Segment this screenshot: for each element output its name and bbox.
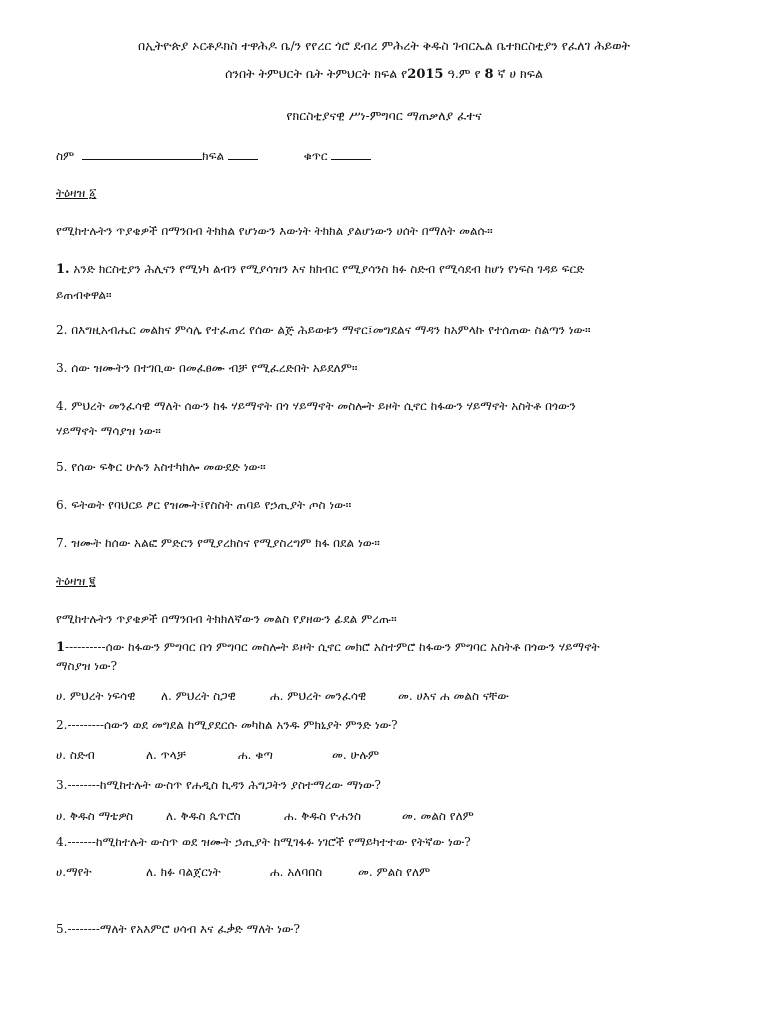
s1-question-6: 6. ፍትወት የባህርይ ፆር የዝሙት፤የስስት ጠባይ የኃጢያት ጦስ ነው። — [56, 498, 352, 512]
s2-q3-option-c[interactable]: ሐ. ቅዱስ ዮሐንስ — [284, 809, 362, 823]
header-line2-mid: ዓ.ም የ — [443, 66, 485, 81]
class-label: ክፍል — [202, 149, 225, 163]
s2-q2-option-c[interactable]: ሐ. ቁጣ — [238, 748, 273, 762]
grade-number: 8 — [484, 67, 494, 82]
s2-q3-option-a[interactable]: ሀ. ቅዱስ ማቴዎስ — [56, 809, 133, 823]
s2-q4-option-d[interactable]: መ. ምልስ የለም — [358, 865, 431, 879]
section1-instruction: የሚከተሉትን ጥያቄዎች በማንበብ ትክክል የሆነውን እውነት ትክክል ያልሆነውን ሀሰት በማለት መልሱ። — [56, 224, 493, 238]
s1-q1-text: አንድ ክርስቲያን ሕሊናን የሚነካ ልብን የሚያሳዝን እና ክክብር የሚያሳንስ ክፉ ስድብ የሚሳደብ ከሆነ የነፍስ ገዳይ ፍርድ — [69, 262, 585, 276]
school-header-line1: በኢትዮጵያ ኦርቶዶክስ ተዋሕዶ ቤ/ን የየረር ጎሮ ደብረ ምሕረት ቅዱስ ገብርኤል ቤተክርስቲያን የፈለገ ሕይወት — [138, 38, 630, 53]
s2-question-1-cont: ማስያዝ ነው? — [56, 659, 117, 673]
s1-question-4-cont: ሃይማኖት ማሳያዝ ነው። — [56, 424, 161, 438]
name-label: ስም — [56, 149, 75, 163]
header-line2-post: ኛ ሀ ክፍል — [493, 66, 543, 81]
name-field[interactable] — [82, 148, 202, 160]
s1-question-2: 2. በእግዚአብሔር መልክና ምሳሌ የተፈጠረ የሰው ልጅ ሕይወቱን ማኖር፤መግደልና ማዳን ከአምላኩ የተሰጠው ስልጣን ነው። — [56, 323, 591, 337]
s2-question-4: 4.-------ከሚከተሉት ውስጥ ወደ ዝሙት ኃጢያት ከሚገፋፉ ነገሮች የማይካተተው የትኛው ነው? — [56, 835, 471, 849]
s2-question-5: 5.--------ማለት የአእምሮ ሀሳብ እና ፈቃድ ማለት ነው? — [56, 922, 300, 936]
section2-title: ትዕዛዝ ፪ — [56, 574, 96, 588]
school-header-line2 — [0, 66, 768, 82]
s2-q1-option-c[interactable]: ሐ. ምህረት መንፈሳዊ — [270, 689, 367, 703]
s2-q1-option-b[interactable]: ለ. ምህረት ስጋዊ — [161, 689, 236, 703]
s2-question-1 — [56, 640, 600, 655]
s2-q2-option-a[interactable]: ሀ. ስድብ — [56, 748, 95, 762]
s2-q3-option-d[interactable]: መ. መልስ የለም — [402, 809, 474, 823]
s2-q4-option-c[interactable]: ሐ. አለባበስ — [270, 865, 323, 879]
header-line2-pre: ሰንበት ትምህርት ቤት ትምህርት ክፍል የ — [225, 66, 408, 81]
s1-question-5: 5. የሰው ፍቅር ሁሉን አስተካክሎ መውደድ ነው። — [56, 460, 266, 474]
s1-question-4: 4. ምህረት መንፈሳዊ ማለት ሰውን ከፋ ሃይማኖት በጎ ሃይማኖት መስሎት ይዞት ሲኖር ከፋውን ሃይማኖት አስትቶ በጎውን — [56, 399, 576, 413]
section2-instruction: የሚከተሉትን ጥያቄዎች በማንበብ ትክክለኛውን መልስ የያዘውን ፊደል ምረጡ። — [56, 612, 397, 626]
section1-title: ትዕዛዝ ፩ — [56, 186, 97, 200]
exam-year: 2015 — [407, 67, 444, 82]
s1-question-1 — [56, 262, 584, 277]
s1-q1-number: 1. — [56, 262, 70, 277]
s1-question-3: 3. ሰው ዝሙትን በተገቢው በመፈፀሙ ብቻ የሚፈረድበት አይደለም። — [56, 361, 358, 375]
s2-q2-option-d[interactable]: መ. ሁሉም — [332, 748, 380, 762]
s2-q2-option-b[interactable]: ለ. ጥላቻ — [146, 748, 186, 762]
s2-q1-text: ----------ሰው ከፋውን ምግባር በጎ ምግባር መስሎት ይዞት ሲኖር መክሮ አስተምሮ ከፋውን ምግባር አስትቶ በጎውን ሃይማኖት — [65, 640, 600, 654]
s1-question-7: 7. ዝሙት ከሰው አልፎ ምድርን የሚያረክስና የሚያስረግም ክፋ በደል ነው። — [56, 536, 380, 550]
s2-q1-number: 1 — [56, 640, 66, 655]
s2-q4-option-b[interactable]: ለ. ክፉ ባልጀርነት — [146, 865, 221, 879]
exam-subject-title: የክርስቲያናዊ ሥነ-ምግባር ማጠቃለያ ፈተና — [286, 108, 482, 123]
number-label: ቁጥር — [303, 149, 328, 163]
s2-q4-option-a[interactable]: ሀ.ማየት — [56, 865, 92, 879]
s2-question-3: 3.--------ከሚከተሉት ውስጥ የሐዲስ ኪዳን ሕግጋትን ያስተማረው ማነው? — [56, 778, 381, 792]
s2-question-2: 2.---------ሰውን ወደ መግደል ከሚያደርሱ መካከል አንዱ ምክኒያት ምንድ ነው? — [56, 718, 398, 732]
s2-q3-option-b[interactable]: ለ. ቅዱስ ጴጥሮስ — [166, 809, 241, 823]
class-field[interactable] — [228, 148, 258, 160]
s2-q1-option-a[interactable]: ሀ. ምህረት ነፍሳዊ — [56, 689, 136, 703]
student-info-form — [56, 148, 371, 164]
s2-q1-option-d[interactable]: መ. ሀእና ሐ መልስ ናቸው — [398, 689, 509, 703]
s1-question-1-cont: ይጠብቀዋል። — [56, 288, 112, 302]
number-field[interactable] — [331, 148, 371, 160]
